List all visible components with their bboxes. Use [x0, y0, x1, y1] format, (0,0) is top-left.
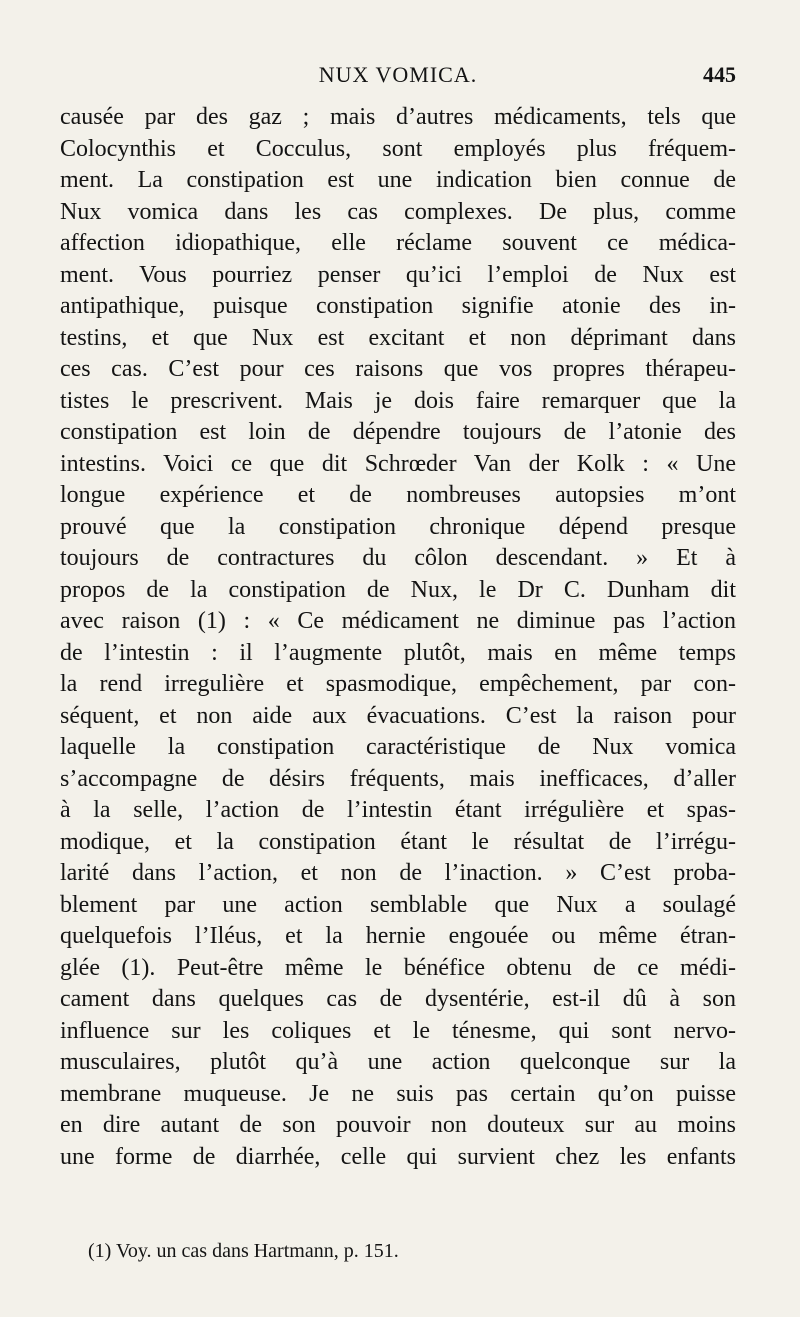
text-line: cament dans quelques cas de dysentérie, est-il dû à son — [60, 986, 736, 1012]
text-line: ment. Vous pourriez penser qu’ici l’emploi de Nux est — [60, 261, 736, 288]
text-line: séquent, et non aide aux évacuations. C’est la raison pour — [60, 702, 736, 729]
text-line: Nux vomica dans les cas complexes. De plus, comme — [60, 198, 736, 225]
text-line: avec raison (1) : « Ce médicament ne diminue pas l’action — [60, 608, 736, 634]
text-line: s’accompagne de désirs fréquents, mais inefficaces, d’aller — [60, 765, 736, 792]
text-line: prouvé que la constipation chronique dépend presque — [60, 513, 736, 540]
text-line: laquelle la constipation caractéristique de Nux vomica — [60, 734, 736, 760]
text-line: musculaires, plutôt qu’à une action quelconque sur la — [60, 1049, 736, 1075]
text-line: causée par des gaz ; mais d’autres médicaments, tels que — [60, 104, 736, 130]
text-line: la rend irregulière et spasmodique, empêchement, par con- — [60, 671, 736, 697]
text-line: en dire autant de son pouvoir non douteux sur au moins — [60, 1112, 736, 1138]
text-line: glée (1). Peut-être même le bénéfice obtenu de ce médi- — [60, 954, 736, 981]
text-line: modique, et la constipation étant le résultat de l’irrégu- — [60, 828, 736, 855]
text-line: blement par une action semblable que Nux a soulagé — [60, 891, 736, 918]
text-line: ment. La constipation est une indication bien connue de — [60, 167, 736, 193]
text-line: toujours de contractures du côlon descendant. » Et à — [60, 545, 736, 571]
body-text — [60, 102, 736, 1173]
text-line: Colocynthis et Cocculus, sont employés plus fréquem- — [60, 135, 736, 162]
page-header — [60, 58, 736, 94]
text-line: intestins. Voici ce que dit Schrœder Van der Kolk : « Une — [60, 450, 736, 477]
text-line: influence sur les coliques et le ténesme, qui sont nervo- — [60, 1017, 736, 1044]
text-line: antipathique, puisque constipation signifie atonie des in- — [60, 293, 736, 319]
text-line: quelquefois l’Iléus, et la hernie engouée ou même étran- — [60, 923, 736, 949]
page-number: 445 — [703, 62, 736, 87]
text-line: ces cas. C’est pour ces raisons que vos propres thérapeu- — [60, 356, 736, 382]
running-head: NUX VOMICA. — [318, 62, 478, 87]
text-line: à la selle, l’action de l’intestin étant irrégulière et spas- — [60, 797, 736, 823]
text-line: une forme de diarrhée, celle qui survient chez les enfants — [60, 1143, 736, 1170]
text-line: testins, et que Nux est excitant et non déprimant dans — [60, 324, 736, 351]
text-line: membrane muqueuse. Je ne suis pas certain qu’on puisse — [60, 1080, 736, 1107]
text-line: tistes le prescrivent. Mais je dois faire remarquer que la — [60, 387, 736, 414]
footnote: (1) Voy. un cas dans Hartmann, p. 151. — [88, 1240, 399, 1262]
text-line: constipation est loin de dépendre toujours de l’atonie des — [60, 419, 736, 445]
text-line: propos de la constipation de Nux, le Dr C. Dunham dit — [60, 576, 736, 603]
text-line: larité dans l’action, et non de l’inaction. » C’est proba- — [60, 860, 736, 886]
text-line: longue expérience et de nombreuses autopsies m’ont — [60, 482, 736, 508]
text-line: affection idiopathique, elle réclame souvent ce médica- — [60, 230, 736, 256]
text-line: de l’intestin : il l’augmente plutôt, mais en même temps — [60, 639, 736, 666]
